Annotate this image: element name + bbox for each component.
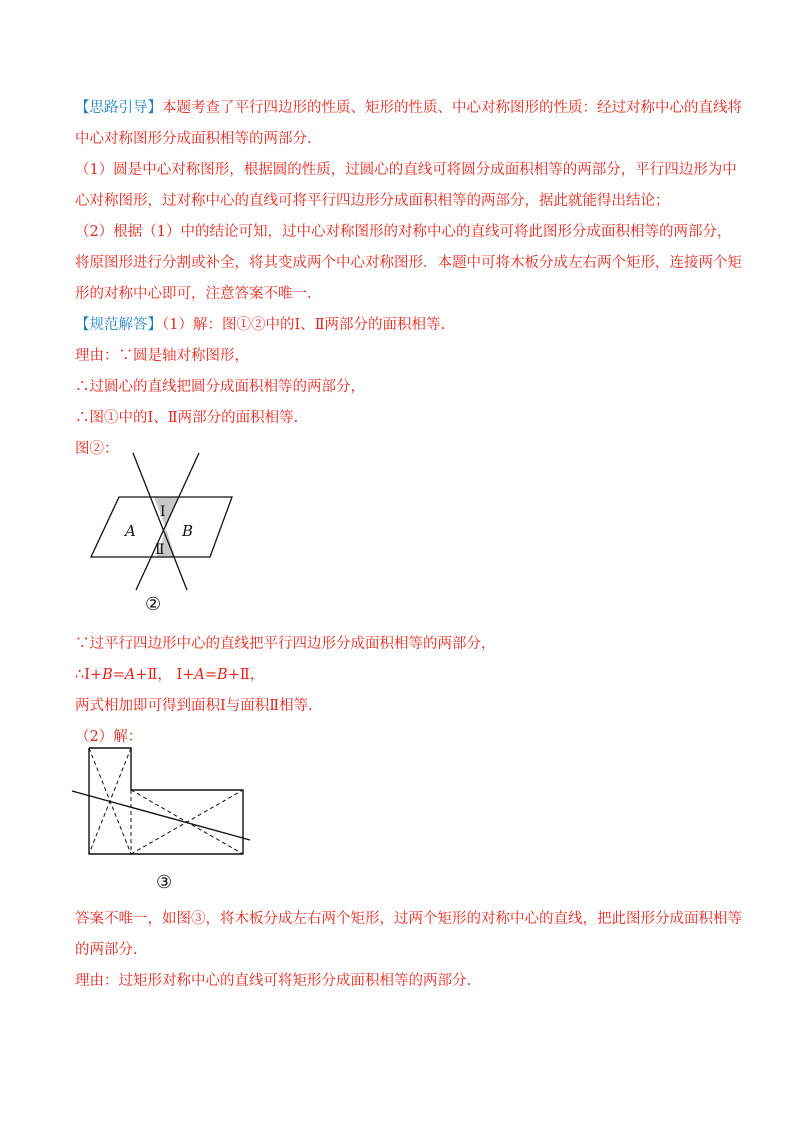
figure2-heading: 图②： — [75, 441, 119, 457]
reason-line-2: ∴过圆心的直线把圆分成面积相等的两部分， — [75, 379, 365, 395]
part2-heading: （2）解： — [75, 729, 143, 745]
figure2-label-B: B — [182, 522, 194, 540]
crossing-line-left — [133, 453, 187, 590]
reason-line-3: ∴图①中的Ⅰ、Ⅱ两部分的面积相等. — [75, 410, 299, 426]
analysis-p2-line-1: （2）根据（1）中的结论可知，过中心对称图形的对称中心的直线可将此图形分成面积相等的两部分， — [75, 224, 732, 240]
analysis-p2-line-3: 形的对称中心即可，注意答案不唯一. — [75, 286, 312, 302]
figure2-label-II: Ⅱ — [155, 542, 165, 558]
equation-line — [75, 665, 735, 685]
figure3-board-diagram — [70, 745, 260, 865]
equation-A1: A — [124, 667, 136, 683]
equation-A2: A — [194, 667, 205, 683]
answer-line-1: 答案不唯一，如图③，将木板分成左右两个矩形，过两个矩形的对称中心的直线，把此图形分成面积相等 — [75, 911, 742, 927]
solution-part1-head: （1）解：图①②中的Ⅰ、Ⅱ两部分的面积相等. — [162, 317, 446, 333]
figure3-caption: ③ — [156, 872, 173, 893]
equation-B1: B — [102, 667, 113, 683]
analysis-p2-line-2: 将原图形进行分割或补全，将其变成两个中心对称图形．本题中可将木板分成左右两个矩形，连接两个矩 — [75, 255, 742, 271]
because-line: ∵过平行四边形中心的直线把平行四边形分成面积相等的两部分， — [75, 636, 496, 652]
dividing-line — [72, 791, 250, 840]
analysis-p1-line-1: （1）圆是中心对称图形，根据圆的性质，过圆心的直线可将圆分成面积相等的两部分，平行四边形为中 — [75, 162, 737, 178]
reason-line-1: 理由：∵圆是轴对称图形， — [75, 348, 249, 364]
equation-mid2: +Ⅱ， Ⅰ+ — [135, 667, 195, 683]
analysis-text-1: 本题考查了平行四边形的性质、矩形的性质、中心对称图形的性质：经过对称中心的直线将 — [162, 100, 742, 116]
analysis-line-2: 中心对称图形分成面积相等的两部分. — [75, 131, 312, 147]
sum-line: 两式相加即可得到面积Ⅰ与面积Ⅱ相等. — [75, 698, 313, 714]
analysis-tag: 【思路引导】 — [75, 100, 162, 116]
equation-eq2: = — [204, 667, 218, 683]
figure2-label-I: Ⅰ — [160, 504, 166, 520]
analysis-p1-line-2: 心对称图形，过对称中心的直线可将平行四边形分成面积相等的两部分，据此就能得出结论； — [75, 193, 670, 209]
equation-end: +Ⅱ， — [227, 667, 265, 683]
solution-line-1 — [75, 315, 735, 335]
answer-line-2: 的两部分. — [75, 942, 138, 958]
figure2-label-A: A — [125, 522, 136, 540]
final-reason-line: 理由：过矩形对称中心的直线可将矩形分成面积相等的两部分. — [75, 973, 472, 989]
figure2-caption: ② — [145, 594, 162, 615]
equation-eq1: = — [112, 667, 125, 683]
solution-tag: 【规范解答】 — [75, 317, 162, 333]
equation-B2: B — [217, 667, 228, 683]
equation-prefix: ∴Ⅰ+ — [75, 667, 103, 683]
board-outline — [89, 748, 243, 854]
figure2-parallelogram-diagram — [80, 450, 250, 600]
analysis-line-1 — [75, 98, 742, 118]
